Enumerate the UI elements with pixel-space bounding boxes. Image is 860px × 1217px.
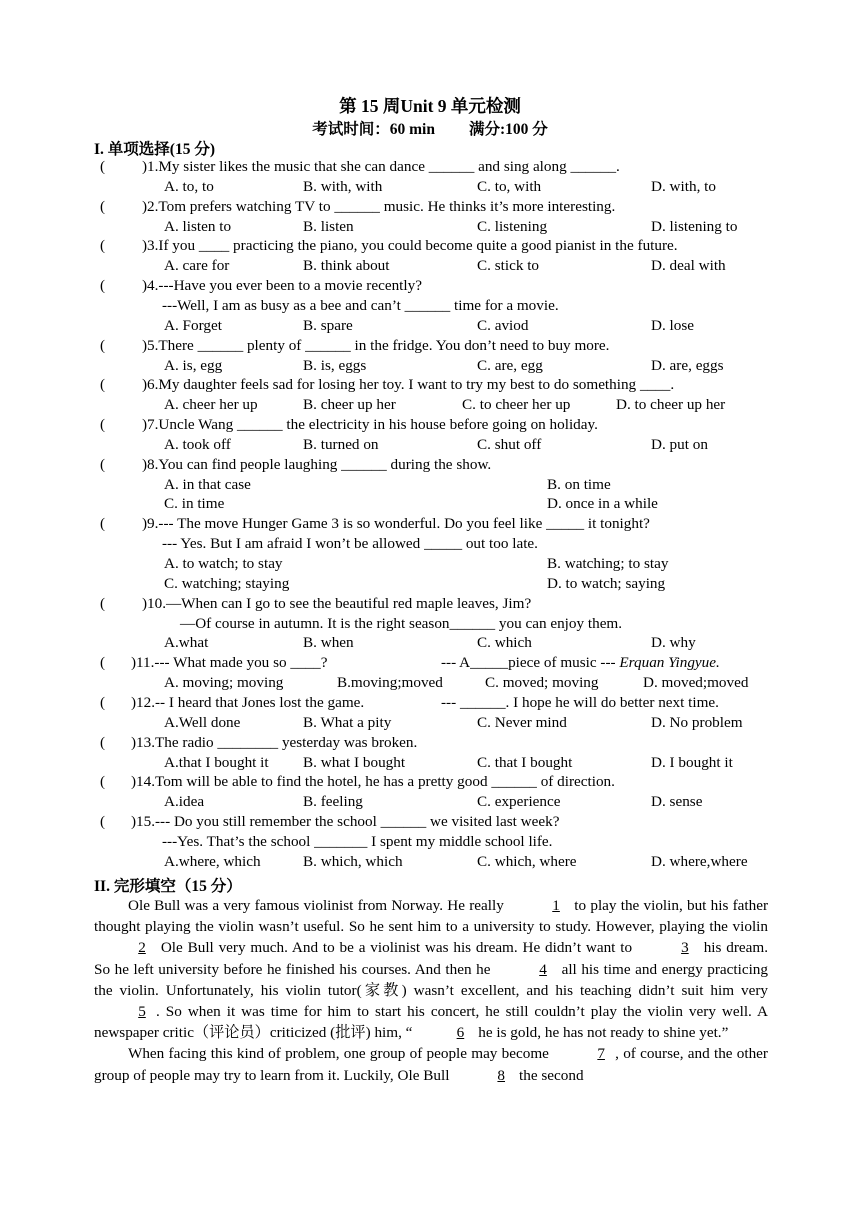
question-stem [147,276,422,295]
option-a: A. cheer her up [164,396,258,414]
option-a: A.what [164,634,209,652]
answer-paren[interactable]: ( [100,158,106,175]
option-d: D. are, eggs [651,356,724,374]
option-a: A. listen to [164,217,232,235]
answer-paren[interactable]: ( [100,416,106,434]
option-a: A. is, egg [164,356,223,374]
cloze-paragraph-2 [94,1043,768,1085]
cloze-blank-6[interactable]: 6 [456,1024,465,1042]
question-number: 2. [147,197,159,215]
option-d: D. moved;moved [643,674,749,692]
option-c: C. moved; moving [485,674,599,692]
option-c: C. Never mind [477,713,567,731]
question-text: You can find people laughing ______ during the show. [158,455,492,473]
question-text-reply: --- ______. I hope he will do better next time. [441,693,719,711]
question-stem [136,653,327,672]
question-text: --- Do you still remember the school ______ we visited last week? [154,813,560,831]
option-c: C. which [477,634,532,652]
section-heading-2: II. 完形填空（15 分） [94,878,242,895]
option-b: B.moving;moved [337,674,443,692]
option-d: D. to cheer up her [616,396,726,414]
question-row [0,375,860,395]
option-b: B. What a pity [303,713,392,731]
option-b: B. on time [547,475,611,493]
question-stem [147,336,609,355]
question-text: —When can I go to see the beautiful red maple leaves, Jim? [165,594,532,612]
question-row [0,812,860,832]
option-d: D. put on [651,435,708,453]
option-a: A. took off [164,435,231,453]
question-number: 8. [147,455,159,473]
question-text: ---Have you ever been to a movie recently? [158,277,422,295]
cloze-blank-2[interactable]: 2 [138,939,146,957]
question-text: -- I heard that Jones lost the game. [154,693,365,711]
question-row [0,157,860,177]
question-text: If you ____ practicing the piano, you could become quite a good pianist in the future. [158,237,678,255]
option-b: B. what I bought [303,753,406,771]
question-stem [136,693,364,712]
option-d: D. to watch; saying [547,574,666,592]
answer-paren-close: ) [142,515,148,533]
answer-paren-close: ) [142,158,148,175]
question-number: 10. [147,594,166,612]
question-stem [147,455,491,474]
question-row [0,236,860,256]
question-text: Tom will be able to find the hotel, he has a pretty good ______ of direction. [154,773,615,791]
answer-paren-close: ) [142,416,148,434]
option-c: C. aviod [477,316,529,334]
question-text-line: --- Yes. But I am afraid I won’t be allowed _____ out too late. [162,535,538,553]
question-number: 1. [147,158,159,175]
option-c: C. stick to [477,257,540,275]
question-number: 12. [136,693,155,711]
option-d: D. listening to [651,217,738,235]
question-text: My daughter feels sad for losing her toy. I want to try my best to do something ____. [158,376,675,394]
option-c: C. that I bought [477,753,573,771]
option-a: A.where, which [164,852,261,870]
cloze-blank-8[interactable]: 8 [497,1066,506,1084]
music-title: Erquan Yingyue. [619,654,720,672]
option-d: D. once in a while [547,495,658,513]
section-heading-1: I. 单项选择(15 分) [94,141,215,158]
cloze-blank-7[interactable]: 7 [597,1045,605,1063]
answer-paren-close: ) [142,376,148,394]
answer-paren[interactable]: ( [100,773,106,791]
question-stem [136,772,615,791]
question-text: Uncle Wang ______ the electricity in his house before going on holiday. [158,416,598,434]
answer-paren-close: ) [142,336,148,354]
option-d: D. where,where [651,852,748,870]
question-stem [147,375,674,394]
answer-paren-close: ) [142,594,148,612]
exam-info [0,117,860,139]
option-c: C. are, egg [477,356,543,374]
option-d: D. I bought it [651,753,733,771]
question-text: My sister likes the music that she can dance ______ and sing along ______. [158,158,620,175]
cloze-blank-4[interactable]: 4 [539,960,547,978]
question-text-line: ---Yes. That’s the school _______ I spent my middle school life. [162,832,553,850]
answer-paren[interactable]: ( [100,733,106,751]
option-d: D. with, to [651,177,716,195]
option-a: A.idea [164,793,205,811]
option-d: D. deal with [651,257,726,275]
option-d: D. sense [651,793,703,811]
cloze-text: to play the violin, but his father thought playing the violin wasn’t useful. So he sent him to a university to study. However, playing the violin [94,897,768,936]
cloze-text: his dream. So he left university before he finished his courses. And then he [94,939,769,978]
answer-paren-close: ) [142,455,148,473]
answer-paren-close: ) [131,773,137,791]
question-text: --- The move Hunger Game 3 is so wonderful. Do you feel like _____ it tonight? [158,515,650,533]
question-number: 11. [136,654,155,672]
option-a: A. to, to [164,177,214,195]
cloze-blank-5[interactable]: 5 [138,1003,146,1021]
cloze-passage [94,895,768,1086]
question-row [0,514,860,534]
cloze-paragraph-1 [94,895,768,1043]
exam-time: 考试时间：60 min [312,121,435,138]
option-a: A. to watch; to stay [164,555,283,572]
option-c: C. in time [164,495,225,513]
option-b: B. think about [303,257,390,275]
question-number: 3. [147,237,159,255]
answer-paren[interactable]: ( [100,594,106,612]
question-row [0,455,860,475]
option-d: D. why [651,634,696,652]
option-d: D. No problem [651,713,743,731]
cloze-text: Ole Bull was a very famous violinist from Norway. He really [128,897,509,914]
answer-paren-close: ) [131,693,137,711]
answer-paren[interactable]: ( [100,197,106,215]
question-number: 4. [147,277,159,295]
question-stem [147,157,620,176]
answer-paren-close: ) [142,237,148,255]
answer-paren[interactable]: ( [100,515,106,533]
question-number: 9. [147,515,159,533]
question-number: 14. [136,773,155,791]
answer-paren[interactable]: ( [100,277,106,295]
cloze-text: the second [515,1066,584,1084]
option-c: C. to, with [477,177,542,195]
question-stem [147,197,615,216]
cloze-text: . So when it was time for him to start his concert, he still couldn’t play the violin very well. A newspaper critic（评论员）criticized (批评) him, “ [94,1003,768,1042]
option-a: A.that I bought it [164,753,269,771]
option-b: B. watching; to stay [547,555,669,572]
question-row [0,415,860,435]
question-stem [147,514,650,533]
question-stem [147,594,531,613]
answer-paren-close: ) [142,197,148,215]
option-b: B. spare [303,316,353,334]
question-text: There ______ plenty of ______ in the fridge. You don’t need to buy more. [158,336,610,354]
question-text: The radio ________ yesterday was broken. [154,733,418,751]
answer-paren[interactable]: ( [100,654,106,672]
answer-paren-close: ) [131,813,137,831]
question-row [0,197,860,217]
option-a: A. in that case [164,475,251,493]
cloze-text: When facing this kind of problem, one group of people may become [128,1045,554,1063]
question-text-line: —Of course in autumn. It is the right season______ you can enjoy them. [180,614,623,632]
answer-paren[interactable]: ( [100,693,106,711]
question-number: 15. [136,813,155,831]
question-row [0,653,860,673]
question-row [0,693,860,713]
question-stem [136,812,559,831]
question-text: Tom prefers watching TV to ______ music. He thinks it’s more interesting. [158,197,616,215]
option-b: B. cheer up her [303,396,396,414]
question-number: 6. [147,376,159,394]
option-a: A. care for [164,257,230,275]
cloze-text: , of course, and the other group of people may try to learn from it. Luckily, Ole Bull [94,1045,768,1084]
question-row [0,733,860,753]
option-c: C. listening [477,217,548,235]
question-text-reply [441,653,720,672]
question-number: 5. [147,336,159,354]
question-row [0,336,860,356]
option-a: A.Well done [164,713,241,731]
option-d: D. lose [651,316,695,334]
answer-paren[interactable]: ( [100,813,106,831]
question-stem [136,733,417,752]
option-b: B. is, eggs [303,356,367,374]
answer-paren-close: ) [131,654,137,672]
option-b: B. turned on [303,435,379,453]
option-b: B. listen [303,217,354,235]
question-row [0,772,860,792]
option-c: C. experience [477,793,561,811]
reply-text: --- A_____piece of music --- [441,654,620,672]
answer-paren-close: ) [142,277,148,295]
answer-paren[interactable]: ( [100,455,106,473]
cloze-text: he is gold, he has not ready to shine yet.” [474,1024,729,1042]
option-c: C. shut off [477,435,542,453]
option-c: C. which, where [477,852,577,870]
option-c: C. watching; staying [164,574,290,592]
cloze-blank-1[interactable]: 1 [552,897,560,914]
answer-paren[interactable]: ( [100,237,106,255]
question-stem [147,415,598,434]
question-text-line: ---Well, I am as busy as a bee and can’t ______ time for a movie. [162,296,559,314]
question-row [0,594,860,614]
option-b: B. when [303,634,354,652]
question-text: --- What made you so ____? [154,654,328,672]
cloze-blank-3[interactable]: 3 [681,939,689,957]
cloze-text: all his time and energy practicing the violin. Unfortunately, his violin tutor(家教) wasn’t excellent, and his teaching didn’t suit him very [94,960,768,999]
answer-paren-close: ) [131,733,137,751]
option-a: A. moving; moving [164,674,284,692]
answer-paren[interactable]: ( [100,376,106,394]
question-row [0,276,860,296]
question-number: 7. [147,416,159,434]
full-score: 满分:100 分 [468,121,548,138]
option-b: B. with, with [303,177,383,195]
page-title: 第 15 周Unit 9 单元检测 [339,96,521,116]
cloze-text: Ole Bull very much. And to be a violinist was his dream. He didn’t want to [156,939,637,957]
option-a: A. Forget [164,316,222,334]
option-c: C. to cheer her up [462,396,571,414]
option-b: B. feeling [303,793,363,811]
answer-paren[interactable]: ( [100,336,106,354]
question-stem [147,236,678,255]
option-b: B. which, which [303,852,403,870]
question-number: 13. [136,733,155,751]
